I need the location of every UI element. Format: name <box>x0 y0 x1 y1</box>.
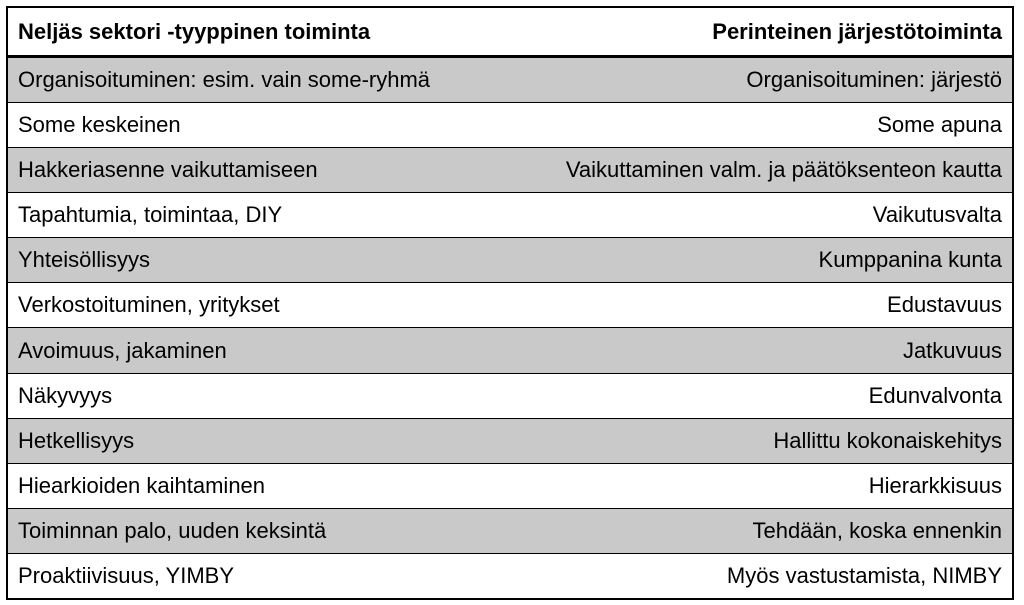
header-traditional-organization: Perinteinen järjestötoiminta <box>510 8 1012 57</box>
table-header-row <box>8 8 1012 57</box>
table-row <box>8 553 1012 598</box>
cell-traditional: Jatkuvuus <box>510 328 1012 373</box>
cell-fourth-sector: Yhteisöllisyys <box>8 238 510 283</box>
cell-traditional: Hierarkkisuus <box>510 463 1012 508</box>
cell-fourth-sector: Tapahtumia, toimintaa, DIY <box>8 193 510 238</box>
cell-traditional: Vaikuttaminen valm. ja päätöksenteon kautta <box>510 148 1012 193</box>
table-row <box>8 508 1012 553</box>
cell-fourth-sector: Some keskeinen <box>8 103 510 148</box>
table-row <box>8 238 1012 283</box>
comparison-table-container <box>6 6 1014 600</box>
cell-fourth-sector: Hakkeriasenne vaikuttamiseen <box>8 148 510 193</box>
cell-fourth-sector: Toiminnan palo, uuden keksintä <box>8 508 510 553</box>
table-row <box>8 283 1012 328</box>
cell-fourth-sector: Hetkellisyys <box>8 418 510 463</box>
table-row <box>8 328 1012 373</box>
cell-traditional: Edustavuus <box>510 283 1012 328</box>
table-row <box>8 103 1012 148</box>
cell-traditional: Edunvalvonta <box>510 373 1012 418</box>
comparison-table <box>8 8 1012 598</box>
table-row <box>8 193 1012 238</box>
header-fourth-sector: Neljäs sektori -tyyppinen toiminta <box>8 8 510 57</box>
cell-traditional: Kumppanina kunta <box>510 238 1012 283</box>
cell-fourth-sector: Näkyvyys <box>8 373 510 418</box>
cell-traditional: Organisoituminen: järjestö <box>510 57 1012 103</box>
table-body <box>8 57 1012 599</box>
table-row <box>8 463 1012 508</box>
cell-traditional: Hallittu kokonaiskehitys <box>510 418 1012 463</box>
table-row <box>8 418 1012 463</box>
cell-traditional: Myös vastustamista, NIMBY <box>726 562 1002 588</box>
table-row <box>8 57 1012 103</box>
table-row <box>8 373 1012 418</box>
table-row <box>8 148 1012 193</box>
cell-traditional: Some apuna <box>510 103 1012 148</box>
cell-fourth-sector: Hiearkioiden kaihtaminen <box>8 463 510 508</box>
cell-fourth-sector: Organisoituminen: esim. vain some-ryhmä <box>8 57 510 103</box>
cell-fourth-sector: Verkostoituminen, yritykset <box>8 283 510 328</box>
cell-traditional: Vaikutusvalta <box>510 193 1012 238</box>
cell-fourth-sector: Avoimuus, jakaminen <box>8 328 510 373</box>
cell-traditional: Tehdään, koska ennenkin <box>510 508 1012 553</box>
cell-fourth-sector: Proaktiivisuus, YIMBY <box>18 562 235 588</box>
